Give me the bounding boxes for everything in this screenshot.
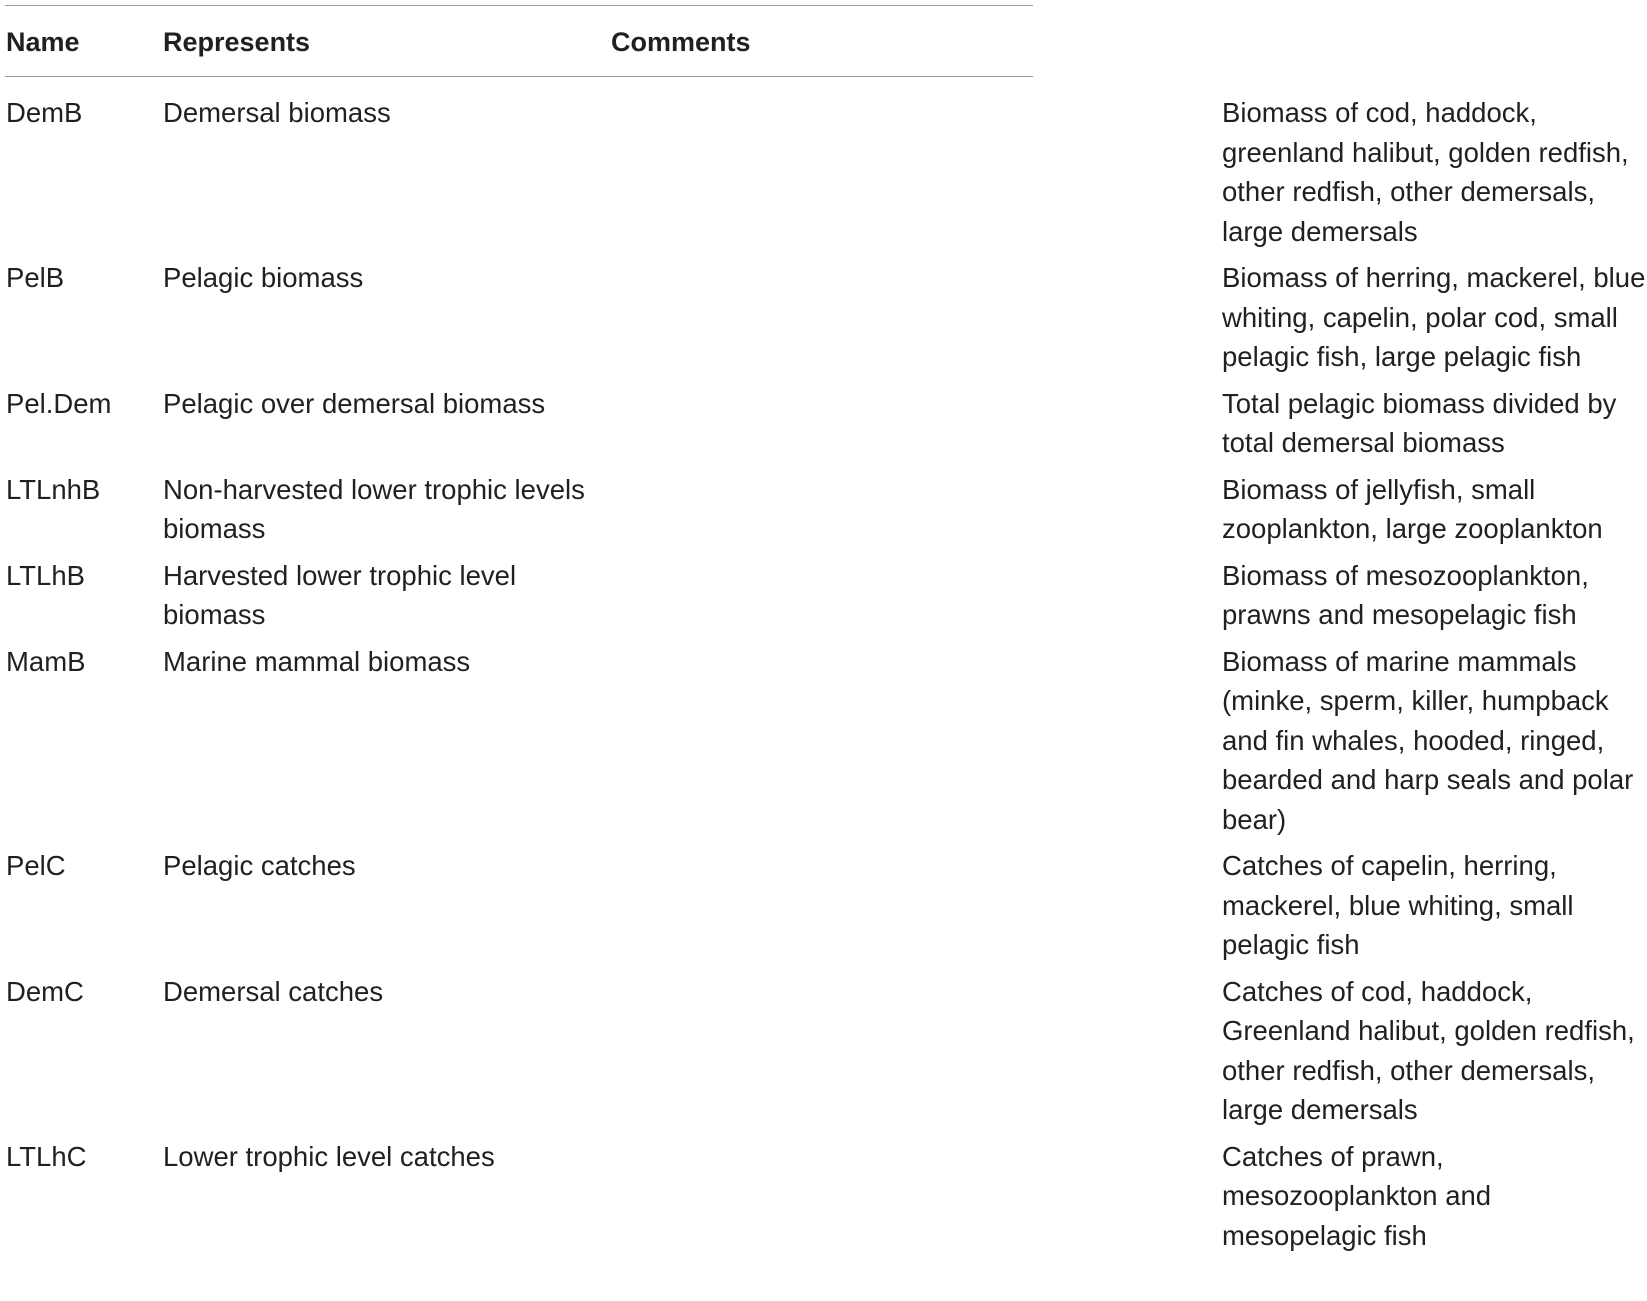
cell-comments: Biomass of marine mammals (minke, sperm, killer, humpback and fin whales, hooded, ringed, bearded and harp seals and polar bear) <box>1222 645 1634 835</box>
cell-name: PelC <box>6 850 66 881</box>
table-body <box>0 93 1646 1262</box>
header-represents: Represents <box>163 27 311 57</box>
cell-comments: Biomass of jellyfish, small zooplankton, large zooplankton <box>1222 473 1603 544</box>
cell-name: Pel.Dem <box>6 387 112 419</box>
cell-comments: Catches of cod, haddock, Greenland halibut, golden redfish, other redfish, other demersals, large demersals <box>1222 975 1635 1125</box>
cell-represents: Lower trophic level catches <box>163 1140 495 1172</box>
table-row <box>0 1137 1492 1256</box>
cell-represents: Harvested lower trophic level biomass <box>163 559 517 630</box>
table-row <box>0 93 1629 251</box>
cell-name: LTLnhB <box>6 473 101 505</box>
cell-comments: Catches of prawn, mesozooplankton and mesopelagic fish <box>1222 1140 1492 1251</box>
table-row <box>0 258 1646 377</box>
table-row <box>0 556 1589 635</box>
cell-represents: Pelagic catches <box>163 850 356 881</box>
cell-represents: Demersal biomass <box>163 97 391 128</box>
table-row <box>0 470 1603 549</box>
cell-name: LTLhC <box>6 1140 87 1172</box>
cell-represents: Pelagic biomass <box>163 262 364 293</box>
header-name: Name <box>6 27 80 57</box>
cell-comments: Biomass of cod, haddock, greenland halibut, golden redfish, other redfish, other demersals, large demersals <box>1222 97 1629 247</box>
cell-represents: Pelagic over demersal biomass <box>163 387 546 419</box>
cell-name: MamB <box>6 645 86 677</box>
cell-represents: Non-harvested lower trophic levels biomass <box>163 473 585 544</box>
table-row <box>0 384 1617 463</box>
cell-comments: Catches of capelin, herring, mackerel, blue whiting, small pelagic fish <box>1222 850 1574 960</box>
table-row <box>0 972 1635 1130</box>
cell-represents: Marine mammal biomass <box>163 645 471 677</box>
table-header-row <box>0 0 1039 76</box>
cell-name: DemC <box>6 975 84 1007</box>
table-row <box>0 642 1634 840</box>
cell-comments: Biomass of herring, mackerel, blue whiting, capelin, polar cod, small pelagic fish, large pelagic fish <box>1222 262 1646 372</box>
table-row <box>0 846 1574 965</box>
cell-comments: Biomass of mesozooplankton, prawns and mesopelagic fish <box>1222 559 1589 630</box>
table-header-rule <box>5 76 1033 77</box>
cell-represents: Demersal catches <box>163 975 384 1007</box>
cell-name: PelB <box>6 262 65 293</box>
header-comments: Comments <box>611 27 751 57</box>
cell-name: LTLhB <box>6 559 85 591</box>
cell-comments: Total pelagic biomass divided by total demersal biomass <box>1222 387 1617 458</box>
cell-name: DemB <box>6 97 83 128</box>
